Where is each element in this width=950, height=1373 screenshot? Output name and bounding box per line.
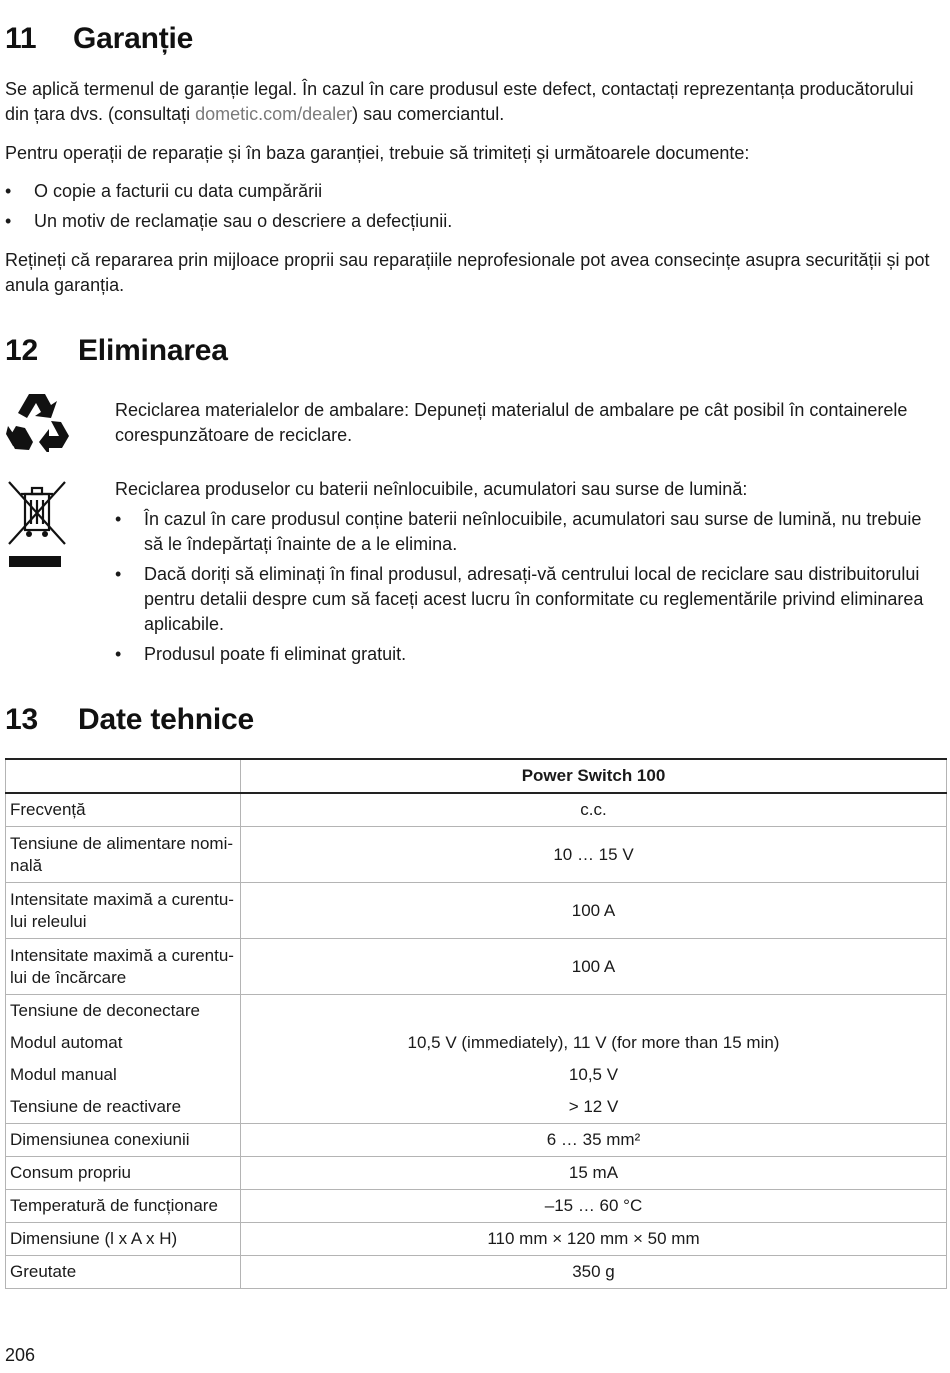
dealer-link[interactable]: dometic.com/dealer	[195, 104, 353, 124]
section-title: Eliminarea	[78, 334, 228, 367]
recycle-icon	[5, 388, 69, 452]
table-row: Intensitate maximă a curentu-lui de încărcare 100 A	[6, 939, 947, 995]
battery-recycling-list	[115, 507, 941, 667]
section-13-heading	[5, 703, 254, 737]
section-title: Date tehnice	[78, 703, 254, 736]
table-row: Modul automat 10,5 V (immediately), 11 V (for more than 15 min)	[6, 1027, 947, 1059]
table-row: Tensiune de alimentare nomi-nală 10 … 15 V	[6, 827, 947, 883]
table-row: Greutate 350 g	[6, 1256, 947, 1289]
page-number: 206	[5, 1345, 36, 1365]
section-number: 13	[5, 703, 38, 736]
battery-recycling-intro: Reciclarea produselor cu baterii neînlocuibile, acumulatori sau surse de lumină:	[115, 479, 748, 499]
table-row: Tensiune de reactivare > 12 V	[6, 1091, 947, 1124]
section-number: 11	[5, 22, 37, 55]
section-number: 12	[5, 334, 38, 367]
section-12-heading	[5, 334, 228, 368]
crossed-out-bin-icon	[5, 478, 69, 570]
warranty-paragraph: Se aplică termenul de garanție legal. În cazul în care produsul este defect, contactați reprezentanța producătorului din țara dvs. (consultați dometic.com/dealer) sau comerciantul.	[5, 79, 914, 124]
table-row: Consum propriu 15 mA	[6, 1157, 947, 1190]
technical-data-table	[5, 758, 947, 1289]
list-item: • Dacă doriți să eliminați în final produsul, adresați-vă centrului local de reciclare sau distribuitorului pentru detalii despre cum să faceți acest lucru în conformitate cu reglementările privind eliminarea aplicabile.	[115, 562, 941, 637]
documents-list	[5, 179, 940, 234]
table-row: Intensitate maximă a curentu-lui releului 100 A	[6, 883, 947, 939]
table-row: Modul manual 10,5 V	[6, 1059, 947, 1091]
table-row: Dimensiunea conexiunii 6 … 35 mm²	[6, 1124, 947, 1157]
packaging-recycling-text: Reciclarea materialelor de ambalare: Depuneți materialul de ambalare pe cât posibil în containerele corespunzătoare de reciclare.	[115, 400, 908, 445]
table-header-row	[6, 759, 947, 793]
documents-paragraph: Pentru operații de reparație și în baza garanției, trebuie să trimiteți și următoarele documente:	[5, 143, 750, 163]
list-item: • Un motiv de reclamație sau o descriere a defecțiunii.	[5, 209, 940, 234]
section-11-heading	[5, 22, 194, 56]
list-item: • În cazul în care produsul conține baterii neînlocuibile, acumulatori sau surse de lumină, nu trebuie să le îndepărtați înainte de a le elimina.	[115, 507, 941, 557]
table-row: Frecvență c.c.	[6, 793, 947, 827]
table-row: Dimensiune (l x A x H) 110 mm × 120 mm × 50 mm	[6, 1223, 947, 1256]
section-title: Garanție	[73, 22, 194, 55]
list-item: • Produsul poate fi eliminat gratuit.	[115, 642, 941, 667]
list-item: • O copie a facturii cu data cumpărării	[5, 179, 940, 204]
table-row: Tensiune de deconectare	[6, 995, 947, 1028]
repair-note: Rețineți că repararea prin mijloace proprii sau reparațiile neprofesionale pot avea consecințe asupra securității și pot anula garanția.	[5, 250, 930, 295]
table-row: Temperatură de funcționare –15 … 60 °C	[6, 1190, 947, 1223]
header-empty-cell	[6, 759, 241, 793]
product-name-header: Power Switch 100	[241, 759, 947, 793]
